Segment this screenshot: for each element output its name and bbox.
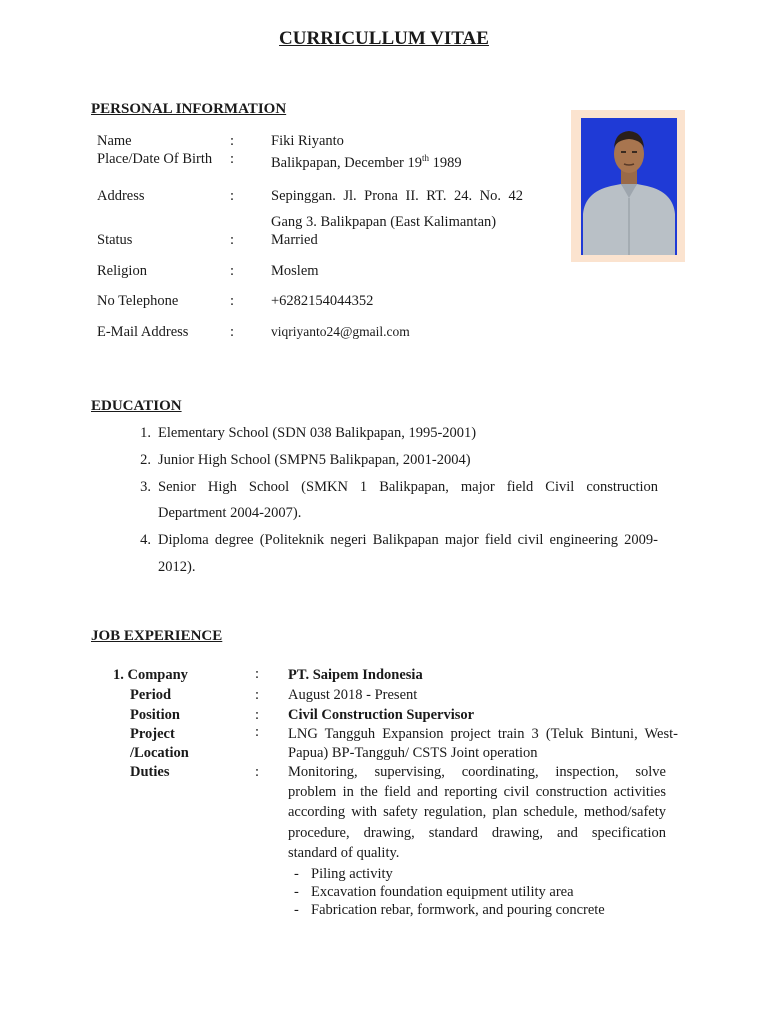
person-portrait-icon (581, 118, 677, 255)
profile-photo (581, 118, 677, 255)
status-colon: : (230, 232, 235, 248)
birth-value-year: 1989 (429, 154, 462, 171)
project-value-line-1: LNG Tangguh Expansion project train 3 (Teluk Bintuni, West- (288, 726, 678, 742)
status-label: Status (97, 232, 133, 248)
duties-line-1: Monitoring, supervising, coordinating, inspection, solve (288, 764, 666, 780)
education-number-1: 1. (140, 425, 151, 441)
company-value: PT. Saipem Indonesia (288, 667, 423, 683)
email-colon: : (230, 324, 235, 340)
education-item-1: Elementary School (SDN 038 Balikpapan, 1995-2001) (158, 425, 477, 441)
education-heading: EDUCATION (91, 398, 182, 414)
email-value: viqriyanto24@gmail.com (271, 324, 410, 339)
bullet-marker: - (294, 884, 299, 900)
education-number-3: 3. (140, 479, 151, 495)
religion-colon: : (230, 263, 235, 279)
education-item-3-line-1: Senior High School (SMKN 1 Balikpapan, major field Civil construction (158, 479, 658, 495)
bullet-marker: - (294, 902, 299, 918)
position-colon: : (255, 707, 260, 723)
duty-bullet-2: Excavation foundation equipment utility area (311, 884, 574, 900)
birth-value-ordinal: th (421, 153, 429, 163)
profile-photo-frame (571, 110, 685, 262)
duty-bullet-1: Piling activity (311, 866, 393, 882)
phone-colon: : (230, 293, 235, 309)
personal-information-heading: PERSONAL INFORMATION (91, 101, 287, 117)
location-label: /Location (130, 745, 189, 761)
status-value: Married (271, 232, 318, 248)
education-item-4-line-2: 2012). (158, 559, 196, 575)
address-line-2: Gang 3. Balikpapan (East Kalimantan) (271, 214, 497, 230)
education-number-4: 4. (140, 532, 151, 548)
phone-value: +6282154044352 (271, 293, 374, 309)
company-colon: : (255, 666, 260, 682)
position-value: Civil Construction Supervisor (288, 707, 475, 723)
bullet-marker: - (294, 866, 299, 882)
duties-line-4: procedure, drawing, standard drawing, and specification (288, 825, 666, 841)
religion-label: Religion (97, 263, 147, 279)
period-value: August 2018 - Present (288, 687, 418, 703)
project-label: Project (130, 726, 175, 742)
position-label: Position (130, 707, 180, 723)
document-title: CURRICULLUM VITAE (279, 28, 489, 49)
project-colon: : (255, 724, 260, 740)
education-item-2: Junior High School (SMPN5 Balikpapan, 2001-2004) (158, 452, 471, 468)
period-label: Period (130, 687, 172, 703)
birth-colon: : (230, 151, 235, 167)
job-experience-heading: JOB EXPERIENCE (91, 628, 223, 644)
duties-label: Duties (130, 764, 170, 780)
duties-line-2: problem in the field and reporting civil construction activities (288, 784, 666, 800)
birth-value (271, 153, 462, 172)
project-value-line-2: Papua) BP-Tangguh/ CSTS Joint operation (288, 745, 538, 761)
education-number-2: 2. (140, 452, 151, 468)
phone-label: No Telephone (97, 293, 179, 309)
education-item-3-line-2: Department 2004-2007). (158, 505, 302, 521)
name-label: Name (97, 133, 132, 149)
name-value: Fiki Riyanto (271, 133, 344, 149)
address-line-1: Sepinggan. Jl. Prona II. RT. 24. No. 42 (271, 188, 523, 204)
duties-line-3: according with safety regulation, plan schedule, method/safety (288, 804, 666, 820)
address-label: Address (97, 188, 145, 204)
email-label: E-Mail Address (97, 324, 189, 340)
duty-bullet-3: Fabrication rebar, formwork, and pouring concrete (311, 902, 605, 918)
duties-line-5: standard of quality. (288, 845, 400, 861)
birth-value-text: Balikpapan, December 19 (271, 154, 422, 171)
duties-colon: : (255, 764, 260, 780)
education-item-4-line-1: Diploma degree (Politeknik negeri Balikpapan major field civil engineering 2009- (158, 532, 658, 548)
name-colon: : (230, 133, 235, 149)
birth-label: Place/Date Of Birth (97, 151, 213, 167)
address-colon: : (230, 188, 235, 204)
religion-value: Moslem (271, 263, 319, 279)
period-colon: : (255, 687, 260, 703)
company-label: 1. Company (113, 667, 188, 683)
